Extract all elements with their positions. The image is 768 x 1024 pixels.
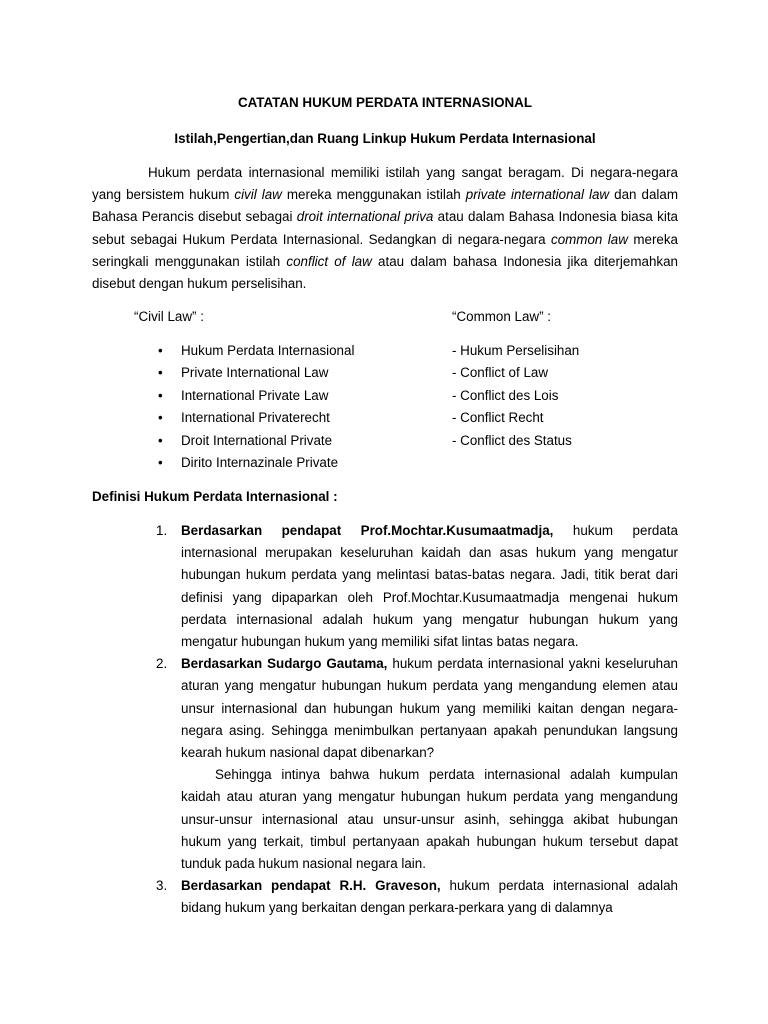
civil-item-label: Hukum Perdata Internasional	[181, 343, 355, 358]
civil-item-label: International Privaterecht	[181, 410, 330, 426]
intro-text-2: mereka menggunakan istilah	[281, 187, 466, 203]
definition-number: 3.	[156, 878, 168, 894]
intro-paragraph	[92, 162, 678, 295]
intro-text-1: Hukum perdata internasional memiliki istilah yang sangat beragam. Di negara-negara yang bersistem hukum	[92, 165, 678, 203]
intro-term-civil-law: civil law	[234, 187, 282, 203]
document-title: CATATAN HUKUM PERDATA INTERNASIONAL	[237, 95, 533, 110]
intro-term-droit: droit international priva	[296, 209, 434, 225]
list-item	[158, 430, 458, 452]
list-item	[158, 362, 458, 384]
list-item	[158, 340, 458, 362]
definition-item	[156, 653, 678, 875]
common-item-label: - Conflict Recht	[452, 410, 544, 426]
common-item-label: - Conflict des Lois	[452, 387, 559, 403]
common-item-label: - Hukum Perselisihan	[452, 343, 580, 358]
list-item	[158, 407, 458, 429]
intro-text-4: atau dalam Bahasa Indonesia biasa kita sebut sebagai Hukum Perdata Internasional. Sedangkan di negara-negara	[92, 209, 678, 247]
intro-text-3: dan dalam Bahasa Perancis disebut sebagai	[92, 187, 678, 225]
bullet-icon: •	[158, 432, 163, 448]
intro-term-private-international-law: private international law	[465, 187, 610, 203]
intro-text-5: mereka seringkali menggunakan istilah	[92, 231, 678, 269]
document-subtitle: Istilah,Pengertian,dan Ruang Linkup Hukum Perdata Internasional	[174, 131, 596, 146]
definition-text: hukum perdata internasional yakni keseluruhan aturan yang mengatur hubungan hukum perdata yang mengandung elemen atau unsur internasional dan hubungan hukum yang memiliki kaitan dengan negara-negara asing. Sehingga menimbulkan pertanyaan apakah penundukan langsung kearah hukum nasional dapat dibenarkan?	[181, 656, 678, 761]
definition-source: Berdasarkan pendapat R.H. Graveson,	[181, 878, 441, 894]
bullet-icon: •	[158, 455, 163, 471]
definitions-list	[156, 520, 678, 920]
common-item-label: - Conflict des Status	[452, 432, 572, 448]
intro-term-common-law: common law	[551, 231, 628, 247]
bullet-icon: •	[158, 410, 163, 426]
definition-number: 2.	[156, 656, 168, 672]
definition-source: Berdasarkan pendapat Prof.Mochtar.Kusumaatmadja,	[181, 523, 554, 538]
definition-text: hukum perdata internasional adalah bidang hukum yang berkaitan dengan perkara-perkara yang di dalamnya	[181, 878, 678, 916]
common-law-list	[452, 340, 672, 452]
civil-item-label: International Private Law	[181, 387, 329, 403]
list-item	[158, 452, 458, 474]
definition-number: 1.	[156, 523, 168, 538]
list-item	[158, 385, 458, 407]
definition-continuation: Sehingga intinya bahwa hukum perdata internasional adalah kumpulan kaidah atau aturan yang mengatur hubungan hukum perdata yang mengandung unsur-unsur internasional atau unsur-unsur asinh, sehingga akibat hubungan hukum yang terkait, timbul pertanyaan apakah hubungan hukum tersebut dapat tunduk pada hukum nasional negara lain.	[181, 767, 678, 872]
civil-item-label: Droit International Private	[181, 432, 333, 448]
civil-law-heading: “Civil Law” :	[134, 309, 204, 324]
definition-source: Berdasarkan Sudargo Gautama,	[181, 656, 388, 672]
bullet-icon: •	[158, 343, 163, 358]
definition-text: hukum perdata internasional merupakan keseluruhan kaidah dan asas hukum yang mengatur hubungan hukum perdata yang melintasi batas-batas negara. Jadi, titik berat dari definisi yang dipaparkan oleh Prof.Mochtar.Kusumaatmadja mengenai hukum perdata internasional adalah hukum yang mengatur hubungan hukum yang mengatur hubungan hukum yang memiliki sifat lintas batas negara.	[181, 523, 678, 650]
civil-law-list	[158, 340, 458, 474]
definition-item	[156, 520, 678, 653]
definitions-heading: Definisi Hukum Perdata Internasional :	[92, 489, 338, 504]
intro-term-conflict-of-law: conflict of law	[286, 253, 372, 269]
definition-item	[156, 875, 678, 919]
civil-item-label: Dirito Internazinale Private	[181, 455, 339, 471]
bullet-icon: •	[158, 365, 163, 381]
common-law-heading: “Common Law” :	[452, 309, 551, 324]
bullet-icon: •	[158, 387, 163, 403]
intro-text-6: atau dalam bahasa Indonesia jika diterjemahkan disebut dengan hukum perselisihan.	[92, 253, 678, 292]
common-item-label: - Conflict of Law	[452, 365, 549, 381]
civil-item-label: Private International Law	[181, 365, 329, 381]
